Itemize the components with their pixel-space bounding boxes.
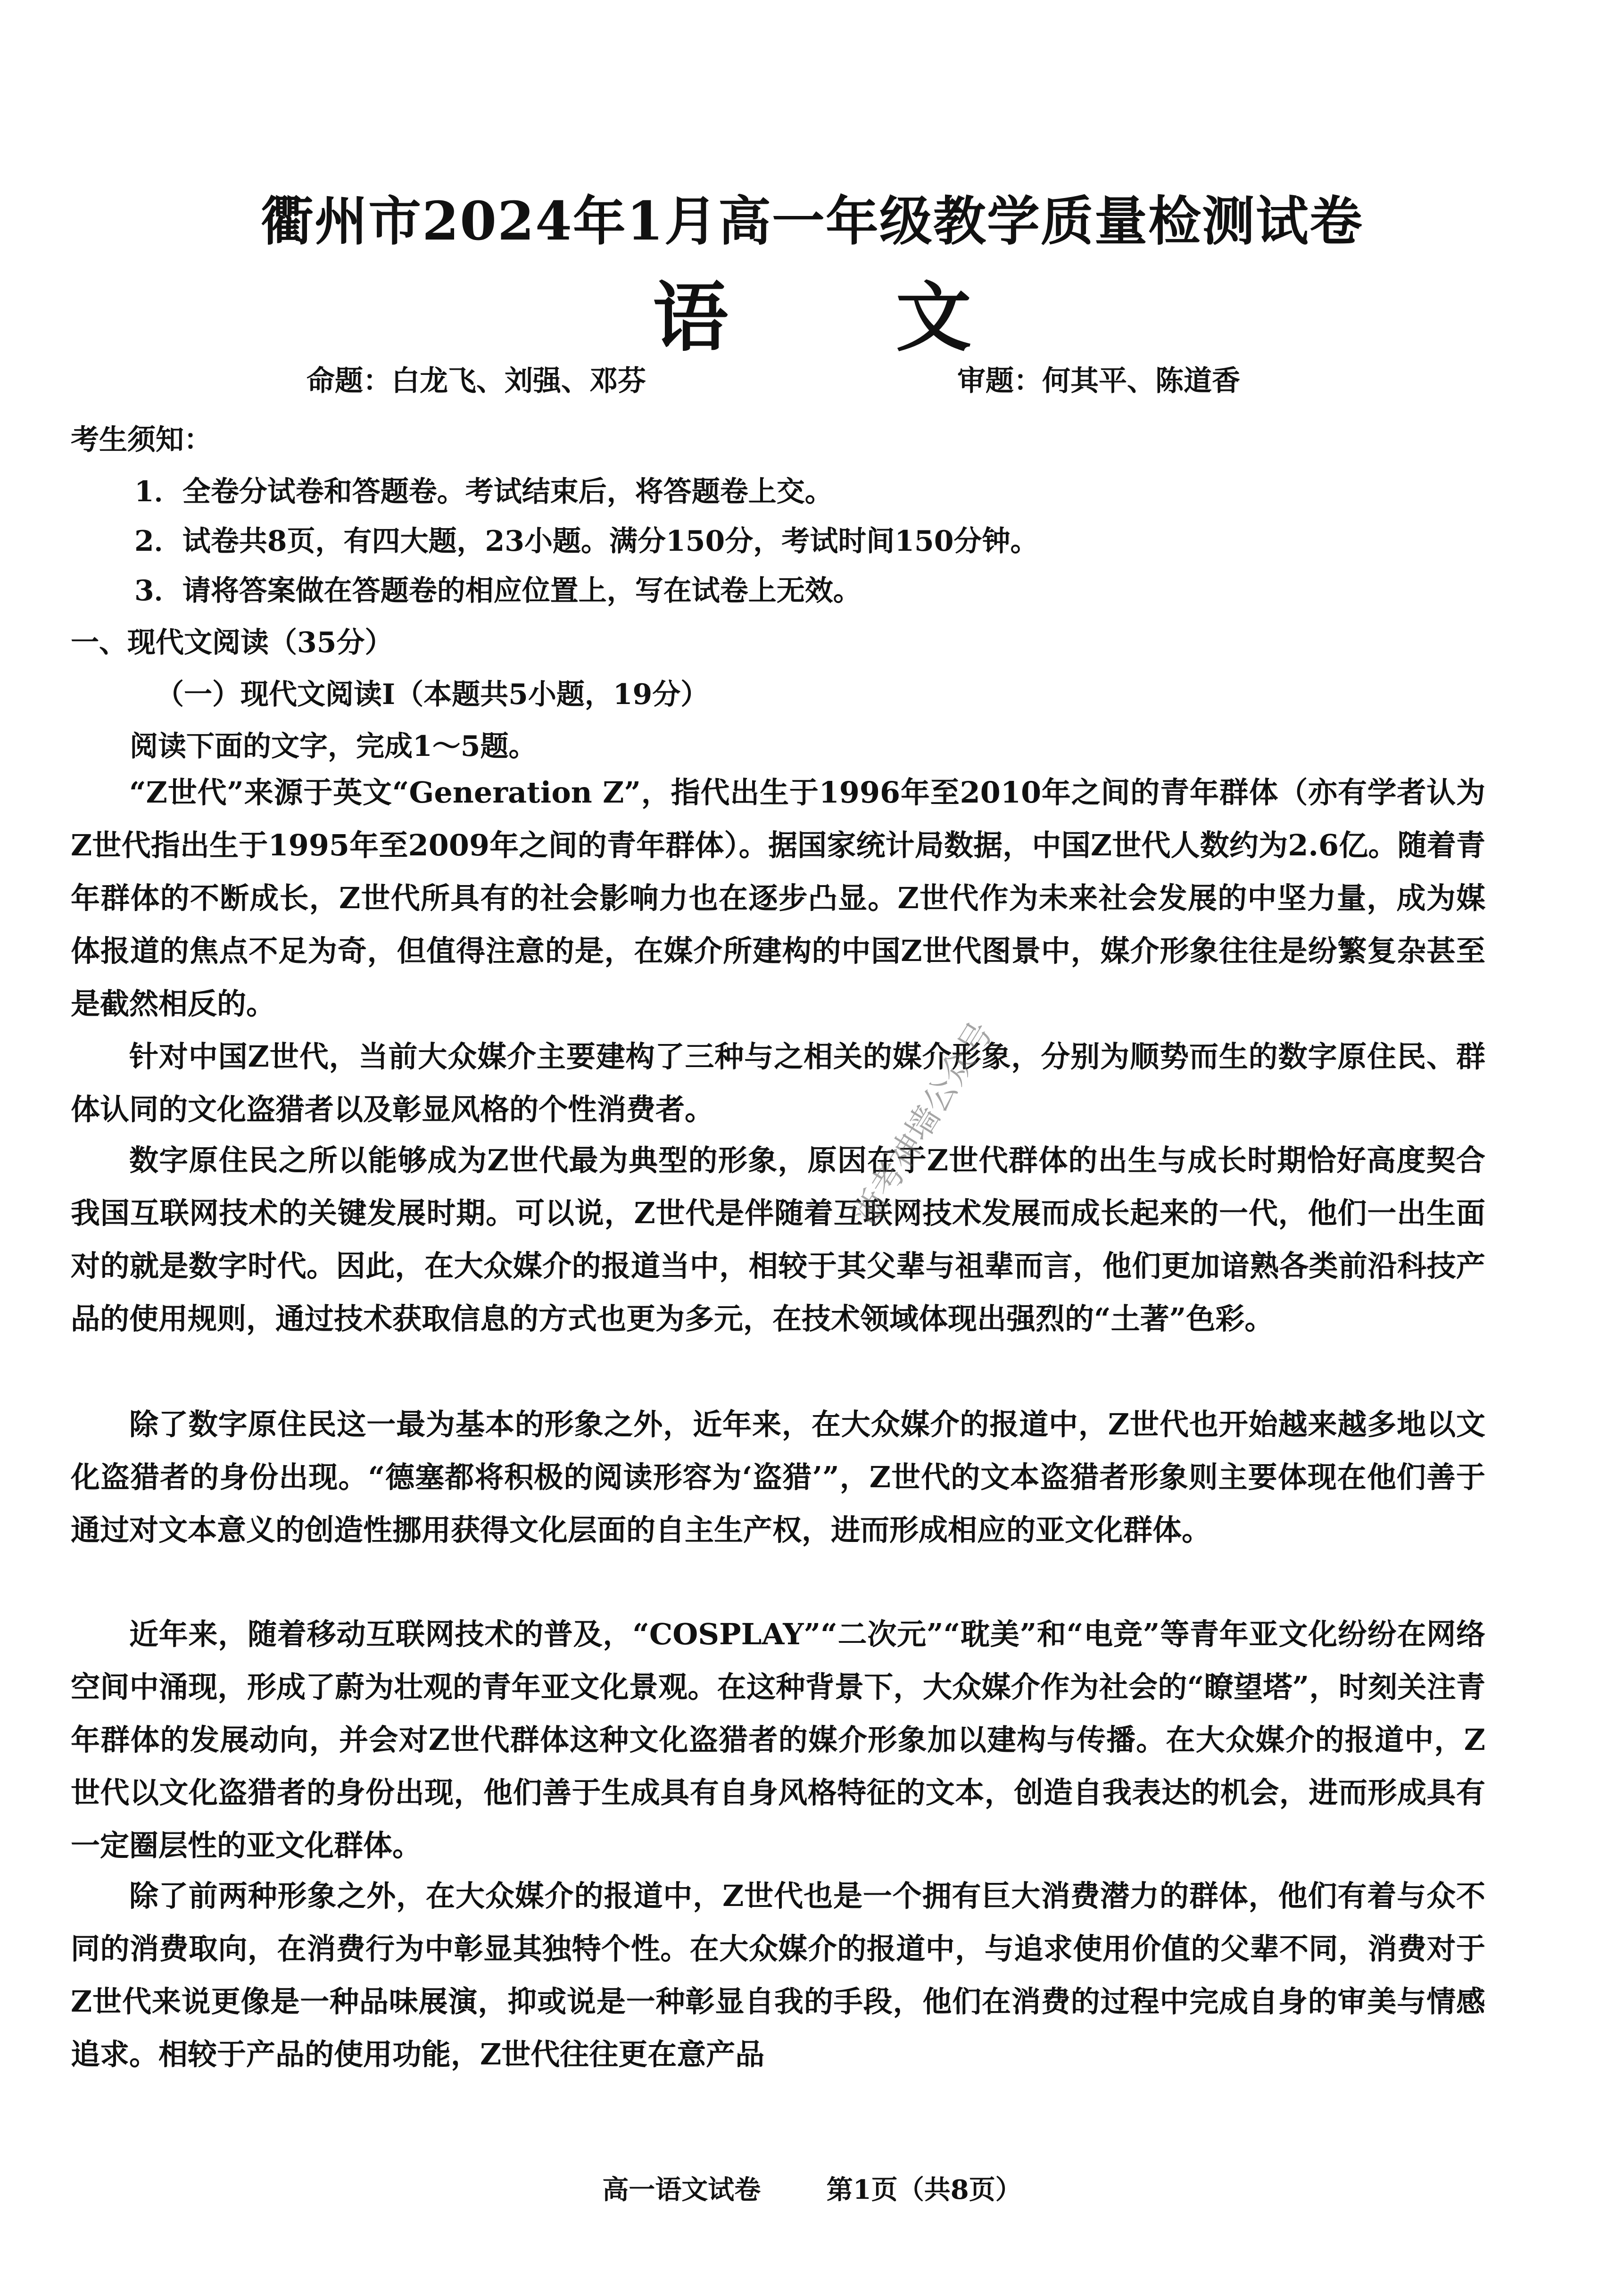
page-footer xyxy=(0,2169,1624,2207)
reviewers-line: 审题：何其平、陈道香 xyxy=(957,365,1240,398)
passage-paragraph: 除了前两种形象之外，在大众媒介的报道中，Z世代也是一个拥有巨大消费潜力的群体，他们有着与众不同的消费取向，在消费行为中彰显其独特个性。在大众媒介的报道中，与追求使用价值的父辈不同，消费对于Z世代来说更像是一种品味展演，抑或说是一种彰显自我的手段，他们在消费的过程中完成自身的审美与情感追求。相较于产品的使用功能，Z世代往往更在意产品 xyxy=(71,1879,1485,2071)
subject-title: 语 文 xyxy=(653,273,1042,362)
reading-instruction: 阅读下面的文字，完成1～5题。 xyxy=(130,730,537,763)
passage-paragraph: 除了数字原住民这一最为基本的形象之外，近年来，在大众媒介的报道中，Z世代也开始越来越多地以文化盗猎者的身份出现。“德塞都将积极的阅读形容为‘盗猎’”，Z世代的文本盗猎者形象则主要体现在他们善于通过对文本意义的创造性挪用获得文化层面的自主生产权，进而形成相应的亚文化群体。 xyxy=(71,1407,1485,1547)
subsection-heading: （一）现代文阅读Ⅰ（本题共5小题，19分） xyxy=(156,678,709,711)
notice-item: 3．请将答案做在答题卷的相应位置上，写在试卷上无效。 xyxy=(134,574,862,607)
notice-item: 1．全卷分试卷和答题卷。考试结束后，将答题卷上交。 xyxy=(134,475,833,508)
passage-paragraph: 数字原住民之所以能够成为Z世代最为典型的形象，原因在于Z世代群体的出生与成长时期恰好高度契合我国互联网技术的关键发展时期。可以说，Z世代是伴随着互联网技术发展而成长起来的一代，他们一出生面对的就是数字时代。因此，在大众媒介的报道当中，相较于其父辈与祖辈而言，他们更加谙熟各类前沿科技产品的使用规则，通过技术获取信息的方式也更为多元，在技术领域体现出强烈的“土著”色彩。 xyxy=(71,1143,1485,1336)
watermark: 浙考神墙公众号 xyxy=(845,1015,1001,1232)
setters-line: 命题：白龙飞、刘强、邓芬 xyxy=(307,365,646,398)
exam-title: 衢州市2024年1月高一年级教学质量检测试卷 xyxy=(261,191,1363,252)
footer-page-number: 第1页（共8页） xyxy=(826,2174,1022,2205)
passage-paragraph: 近年来，随着移动互联网技术的普及，“COSPLAY”“二次元”“耽美”和“电竞”等青年亚文化纷纷在网络空间中涌现，形成了蔚为壮观的青年亚文化景观。在这种背景下，大众媒介作为社会的“瞭望塔”，时刻关注青年群体的发展动向，并会对Z世代群体这种文化盗猎者的媒介形象加以建构与传播。在大众媒介的报道中，Z世代以文化盗猎者的身份出现，他们善于生成具有自身风格特征的文本，创造自我表达的机会，进而形成具有一定圈层性的亚文化群体。 xyxy=(71,1617,1485,1863)
passage-paragraph: “Z世代”来源于英文“Generation Z”，指代出生于1996年至2010年之间的青年群体（亦有学者认为Z世代指出生于1995年至2009年之间的青年群体）。据国家统计局数据，中国Z世代人数约为2.6亿。随着青年群体的不断成长，Z世代所具有的社会影响力也在逐步凸显。Z世代作为未来社会发展的中坚力量，成为媒体报道的焦点不足为奇，但值得注意的是，在媒介所建构的中国Z世代图景中，媒介形象往往是纷繁复杂甚至是截然相反的。 xyxy=(71,775,1485,1021)
notice-item: 2．试卷共8页，有四大题，23小题。满分150分，考试时间150分钟。 xyxy=(134,525,1039,558)
section-heading: 一、现代文阅读（35分） xyxy=(71,626,393,659)
passage-paragraph: 针对中国Z世代，当前大众媒介主要建构了三种与之相关的媒介形象，分别为顺势而生的数字原住民、群体认同的文化盗猎者以及彰显风格的个性消费者。 xyxy=(71,1039,1485,1127)
notice-heading: 考生须知： xyxy=(71,423,212,456)
footer-course: 高一语文试卷 xyxy=(602,2174,761,2205)
